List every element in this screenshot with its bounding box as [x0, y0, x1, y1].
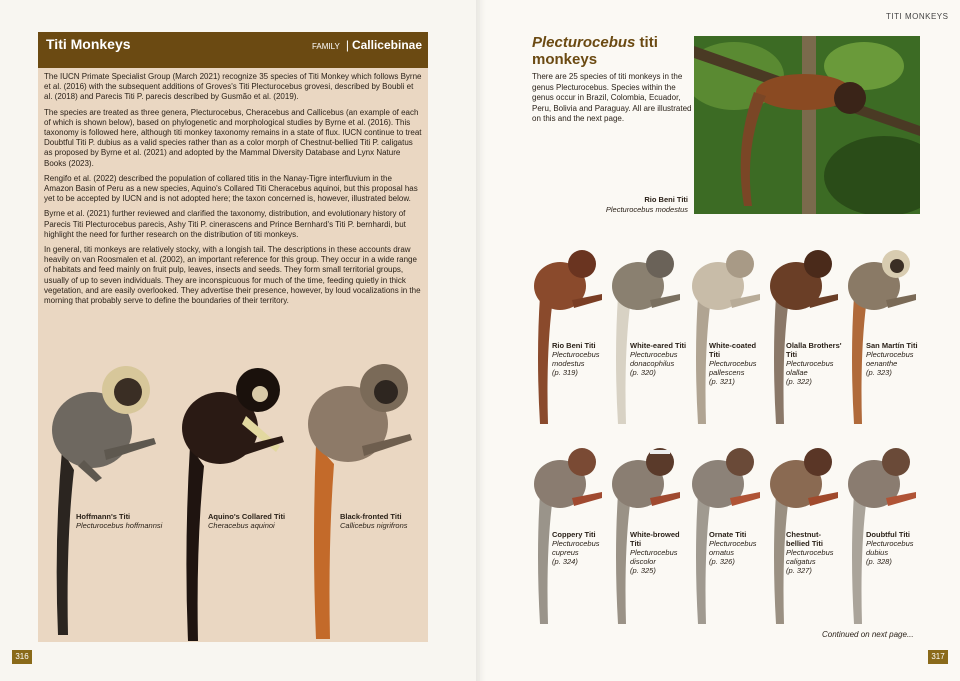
- section-header: [38, 32, 428, 68]
- caption-rio-beni-titi: [552, 341, 608, 377]
- page-number-right: 317: [928, 650, 948, 664]
- continued-note: Continued on next page...: [822, 630, 914, 639]
- family-name: Callicebinae: [351, 38, 422, 52]
- paragraph: The species are treated as three genera, Plecturocebus, Cheracebus and Callicebus (an example of each of which is shown below), based on phylogenetic and morphological studies by Byrne et al. (2016). This taxonomy is followed here, although titi monkey taxonomy remains in a state of flux. IUCN continue to treat Doubtful Titi P. dubius as a valid species rather than as a color morph of Chestnut-bellied Titi P. caligatus as proposed by Byrne et al. (2021) and adopted by the Mammal Diversity Database and Lynx Nature Books (2023).: [44, 107, 422, 168]
- caption-name: San Martín Titi: [866, 341, 918, 350]
- caption-scientific: Plecturocebus hoffmannsi: [76, 521, 163, 530]
- caption-san-martin-titi: [866, 341, 924, 377]
- caption-black-fronted-titi: [340, 512, 408, 530]
- caption-scientific: Plecturocebus discolor: [630, 548, 678, 566]
- caption-scientific: Plecturocebus pallescens: [709, 359, 757, 377]
- caption-name: Olalla Brothers' Titi: [786, 341, 842, 359]
- aquinos-collared-titi-illustration: [176, 366, 296, 646]
- caption-page-ref: (p. 328): [866, 557, 892, 566]
- caption-scientific: Plecturocebus caligatus: [786, 548, 834, 566]
- caption-white-eared-titi: [630, 341, 688, 377]
- caption-scientific: Plecturocebus cupreus: [552, 539, 600, 557]
- photo-caption-name: Rio Beni Titi: [644, 195, 688, 204]
- caption-name: Hoffmann's Titi: [76, 512, 131, 521]
- genus-intro: There are 25 species of titi monkeys in the genus Plecturocebus. Species within the genus occur in Brazil, Colombia, Ecuador, Peru, Bolivia and Paraguay. All are illustrated on this and the next page.: [532, 72, 692, 123]
- family-separator: |: [345, 38, 349, 52]
- caption-name: Black-fronted Titi: [340, 512, 402, 521]
- section-title: Titi Monkeys: [46, 36, 131, 52]
- caption-doubtful-titi: [866, 530, 924, 566]
- caption-olalla-brothers-titi: [786, 341, 844, 386]
- san-martin-titi-illustration: [846, 246, 922, 426]
- caption-name: White-browed Titi: [630, 530, 680, 548]
- caption-scientific: Plecturocebus dubius: [866, 539, 914, 557]
- caption-scientific: Plecturocebus donacophilus: [630, 350, 678, 368]
- caption-scientific: Callicebus nigrifrons: [340, 521, 408, 530]
- caption-page-ref: (p. 324): [552, 557, 578, 566]
- paragraph: The IUCN Primate Specialist Group (March 2021) recognize 35 species of Titi Monkey which follows Byrne et al. (2016) with the subsequent additions of Groves's Titi Plecturocebus grovesi, described by Boubli et al. (2018) and Parecis Titi P. parecis described by Gusmão et al. (2019).: [44, 72, 422, 102]
- caption-white-coated-titi: [709, 341, 767, 386]
- caption-coppery-titi: [552, 530, 608, 566]
- genus-title: [532, 34, 692, 68]
- intro-text: [44, 72, 422, 311]
- family-label: [312, 38, 422, 52]
- caption-white-browed-titi: [630, 530, 688, 575]
- genus-title-rest: titi monkeys: [532, 34, 658, 68]
- caption-scientific: Plecturocebus ornatus: [709, 539, 757, 557]
- caption-scientific: Cheracebus aquinoi: [208, 521, 275, 530]
- caption-name: Rio Beni Titi: [552, 341, 596, 350]
- caption-page-ref: (p. 320): [630, 368, 656, 377]
- genus-title-italic: Plecturocebus: [532, 34, 636, 51]
- caption-page-ref: (p. 325): [630, 566, 656, 575]
- caption-chestnut-bellied-titi: [786, 530, 844, 575]
- caption-scientific: Plecturocebus olallae: [786, 359, 834, 377]
- caption-name: Aquino's Collared Titi: [208, 512, 286, 521]
- photo-illustration: [694, 36, 920, 214]
- caption-ornate-titi: [709, 530, 767, 566]
- caption-aquinos-titi: [208, 512, 285, 530]
- rio-beni-titi-photo: [694, 36, 920, 214]
- caption-page-ref: (p. 326): [709, 557, 735, 566]
- photo-caption-scientific: Plecturocebus modestus: [605, 204, 688, 214]
- caption-name: Ornate Titi: [709, 530, 747, 539]
- caption-page-ref: (p. 327): [786, 566, 812, 575]
- rio-beni-titi-illustration: [532, 246, 608, 426]
- paragraph: Rengifo et al. (2022) described the population of collared titis in the Nanay-Tigre interfluvium in the Amazon Basin of Peru as a new species, Aquino's Collared Titi Cheracebus aquinoi, but this proposal has yet to be accepted by IUCN and is not adopted here; the taxon concerned is, however, illustrated below.: [44, 173, 418, 204]
- olalla-brothers-titi-illustration: [768, 246, 844, 426]
- caption-page-ref: (p. 319): [552, 368, 578, 377]
- caption-name: Doubtful Titi: [866, 530, 911, 539]
- page-number-left: 316: [12, 650, 32, 664]
- hoffmanns-titi-illustration: [44, 360, 164, 640]
- paragraph: Byrne et al. (2021) further reviewed and clarified the taxonomy, distribution, and evolutionary history of Parecis Titi Plecturocebus parecis, Ashy Titi P. cinerascens and Prince Bernhard's Titi P. bernhardi, but highlight the need for further research on the distribution of titi monkeys.: [44, 209, 406, 239]
- caption-scientific: Plecturocebus oenanthe: [866, 350, 914, 368]
- running-head: TITI MONKEYS: [886, 12, 949, 21]
- paragraph: In general, titi monkeys are relatively stocky, with a longish tail. The descriptions in these accounts draw heavily on van Roosmalen et al. (2002), an important reference for this group. They occur in a wide range of habitats and feed mainly on fruit pulp, leaves, insects and seeds. They form small territorial groups, usually of up to seven individuals. They are inconspicuous for much of the time, feeding quietly in thick vegetation, and are easily overlooked. They advertise their presence, however, by loud vocalizations in the morning that probably serve to define the boundaries of their territory.: [44, 245, 421, 306]
- white-coated-titi-illustration: [690, 246, 766, 426]
- white-eared-titi-illustration: [610, 246, 686, 426]
- family-prefix: FAMILY: [311, 42, 340, 51]
- photo-caption: [560, 195, 688, 214]
- caption-name: White-coated Titi: [709, 341, 757, 359]
- book-gutter: [476, 0, 486, 681]
- caption-page-ref: (p. 322): [786, 377, 812, 386]
- caption-name: Chestnut-bellied Titi: [786, 530, 823, 548]
- caption-name: White-eared Titi: [630, 341, 687, 350]
- caption-name: Coppery Titi: [552, 530, 596, 539]
- black-fronted-titi-illustration: [304, 364, 424, 644]
- caption-page-ref: (p. 323): [866, 368, 892, 377]
- caption-scientific: Plecturocebus modestus: [552, 350, 600, 368]
- caption-page-ref: (p. 321): [709, 377, 735, 386]
- caption-hoffmanns-titi: [76, 512, 162, 530]
